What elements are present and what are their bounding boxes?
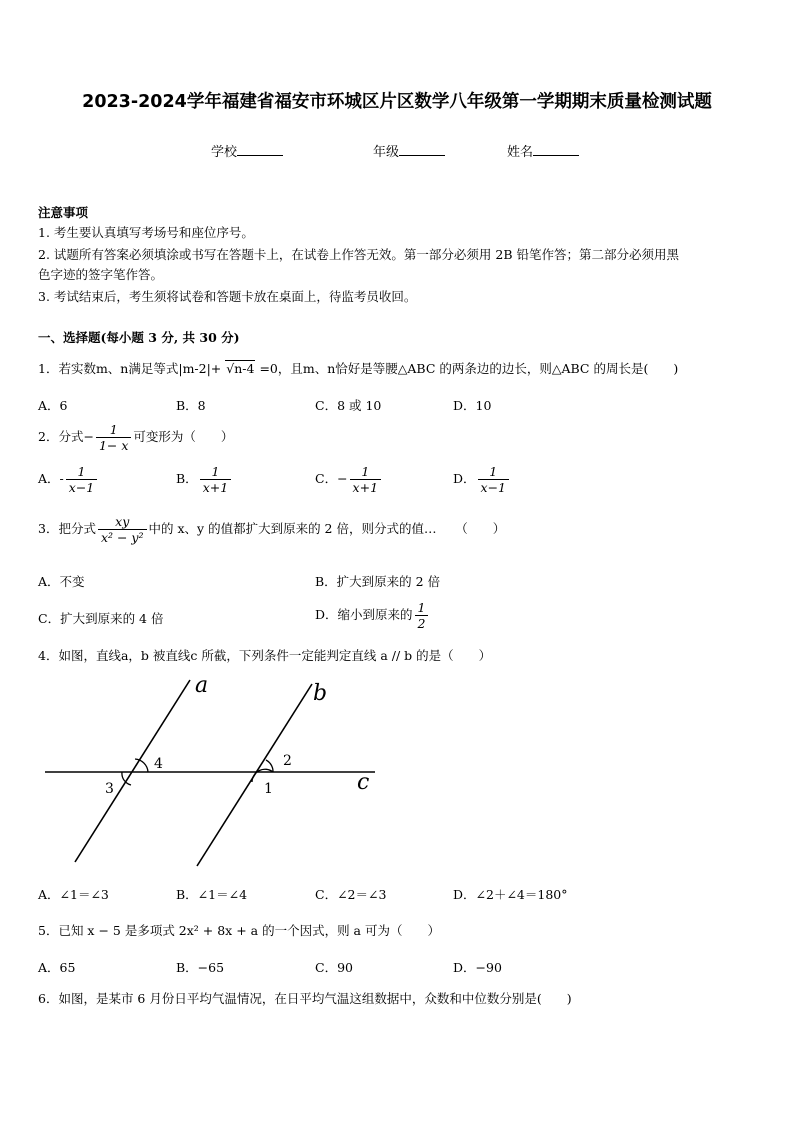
question-3 [38,514,505,545]
numerator: xy [98,514,147,530]
q3-option-c[interactable]: C．扩大到原来的 4 倍 [38,611,164,626]
sqrt-expression: √n-4 [226,361,255,376]
q5-option-d[interactable]: D．−90 [453,960,502,975]
numerator: 1 [96,422,131,438]
option-label: A．- [38,471,64,486]
question-4: 4．如图，直线a，b 被直线c 所截，下列条件一定能判定直线 a // b 的是（ ） [38,648,492,663]
fraction [200,464,231,495]
numerator: 1 [66,464,97,480]
q4-option-d[interactable]: D．∠2＋∠4＝180° [453,887,568,902]
angle-1-label: 1 [264,781,273,797]
notice-heading: 注意事项 [38,205,89,220]
numerator: 1 [478,464,509,480]
q1-text-pre: 1．若实数m、n满足等式|m-2|+ [38,361,226,376]
q5-option-a[interactable]: A．65 [38,960,76,975]
angle-4-label: 4 [154,756,163,772]
q1-option-b[interactable]: B．8 [176,398,206,413]
label-b: b [313,681,328,706]
question-2 [38,422,233,453]
notice-item: 色字迹的签字笔作答。 [38,267,164,282]
option-label: D． [453,471,476,486]
label-c: c [357,770,370,795]
fraction [66,464,97,495]
line-a [75,680,190,862]
q3-option-a[interactable]: A．不变 [38,574,85,589]
q1-option-c[interactable]: C．8 或 10 [315,398,382,413]
fraction [98,514,147,545]
denominator: x+1 [352,480,379,495]
name-blank [533,143,579,156]
school-field [211,141,283,160]
parallel-lines-figure [40,672,380,872]
school-label: 学校 [211,145,238,160]
fraction [478,464,509,495]
q2-text-post: 可变形为（ ） [133,429,234,444]
q4-option-c[interactable]: C．∠2＝∠3 [315,887,387,902]
fraction [415,600,429,631]
q1-radicand: n-4 [234,361,255,376]
option-label: B． [176,471,198,486]
numerator: 1 [415,600,429,616]
question-6: 6．如图，是某市 6 月份日平均气温情况，在日平均气温这组数据中，众数和中位数分别是( ) [38,991,572,1006]
page-title: 2023-2024学年福建省福安市环城区片区数学八年级第一学期期末质量检测试题 [82,92,712,112]
denominator: 1− x [98,438,129,453]
q2-option-d[interactable] [453,464,511,495]
name-field [507,141,579,160]
angle-4-arc [135,759,148,772]
grade-blank [399,143,445,156]
question-1 [38,359,678,377]
denominator: x+1 [202,480,229,495]
q5-option-c[interactable]: C．90 [315,960,353,975]
denominator: x² − y² [100,530,144,545]
notice-item: 1. 考生要认真填写考场号和座位序号。 [38,225,254,240]
grade-label: 年级 [373,145,400,160]
angle-2-label: 2 [283,753,292,769]
angle-3-label: 3 [105,781,114,797]
fraction [96,422,131,453]
name-label: 姓名 [507,145,534,160]
denominator: x−1 [480,480,507,495]
q1-option-a[interactable]: A．6 [38,398,68,413]
notice-item: 3. 考试结束后，考生须将试卷和答题卡放在桌面上，待监考员收回。 [38,289,417,304]
option-text: D．缩小到原来的 [315,607,413,622]
q2-option-b[interactable] [176,464,233,495]
fraction [350,464,381,495]
q4-option-a[interactable]: A．∠1＝∠3 [38,887,109,902]
section-heading: 一、选择题(每小题 3 分, 共 30 分) [38,330,240,345]
q1-option-d[interactable]: D．10 [453,398,492,413]
school-blank [237,143,283,156]
angle-3-arc [122,772,131,785]
q1-text-post: =0，且m、n恰好是等腰△ABC 的两条边的边长，则△ABC 的周长是( ) [255,361,679,376]
question-5: 5．已知 x − 5 是多项式 2x² + 8x + a 的一个因式，则 a 可为（ ） [38,923,440,938]
option-label: C．− [315,471,348,486]
notice-item: 2. 试题所有答案必须填涂或书写在答题卡上，在试卷上作答无效。第一部分必须用 2B 铅笔作答；第二部分必须用黑 [38,247,679,262]
numerator: 1 [350,464,381,480]
q4-option-b[interactable]: B．∠1＝∠4 [176,887,248,902]
denominator: x−1 [68,480,95,495]
q3-text-post: 中的 x、y 的值都扩大到原来的 2 倍，则分式的值… （ ） [148,521,506,536]
q2-option-c[interactable] [315,464,383,495]
q2-text-pre: 2．分式− [38,429,94,444]
q3-option-b[interactable]: B．扩大到原来的 2 倍 [315,574,441,589]
denominator: 2 [417,616,426,631]
grade-field [373,141,445,160]
q2-option-a[interactable] [38,464,99,495]
label-a: a [195,673,209,698]
q5-option-b[interactable]: B．−65 [176,960,225,975]
q3-text-pre: 3．把分式 [38,521,96,536]
q3-option-d[interactable] [315,600,430,631]
numerator: 1 [200,464,231,480]
